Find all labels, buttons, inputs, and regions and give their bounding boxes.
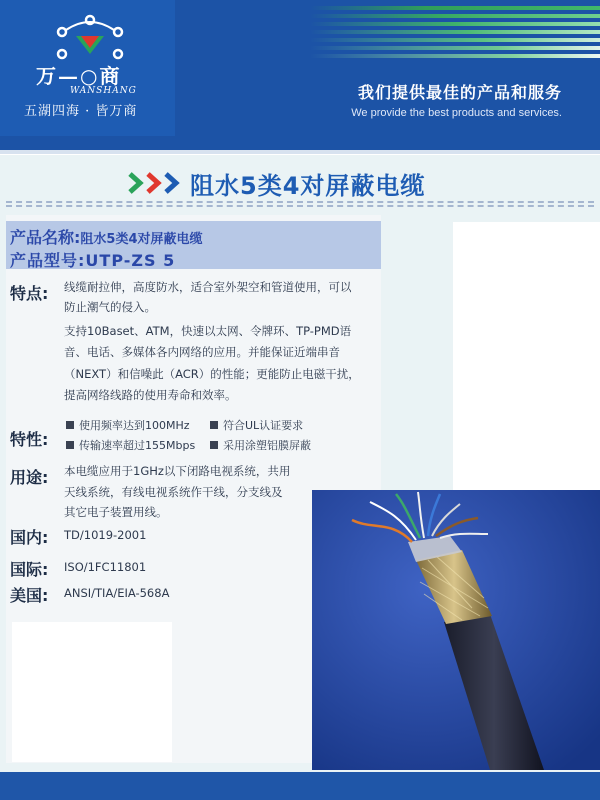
brand-slogan: 五湖四海 · 皆万商 — [24, 104, 138, 119]
title-divider — [6, 201, 594, 203]
product-name-band — [6, 221, 381, 269]
standard-cn-value: TD/1019-2001 — [64, 528, 147, 542]
header-banner — [0, 0, 600, 150]
product-name-value: 阻水5类4对屏蔽电缆 — [80, 232, 203, 247]
shielded-cable-photo — [312, 490, 600, 770]
triple-chevron-icon — [128, 172, 186, 194]
standard-intl-label: 国际: — [10, 560, 49, 579]
usage-line-3: 其它电子装置用线。 — [64, 505, 168, 519]
bullet-square-icon — [210, 441, 218, 449]
page-title: 阻水5类4对屏蔽电缆 — [190, 172, 426, 200]
standard-us-value: ANSI/TIA/EIA-568A — [64, 586, 170, 600]
property-item: 符合UL认证要求 — [210, 417, 303, 433]
features-line-5: （NEXT）和信噪此（ACR）的性能；更能防止电磁干扰， — [64, 367, 360, 381]
property-item: 使用频率达到100MHz — [66, 417, 190, 433]
title-divider-2 — [6, 205, 594, 207]
brand-name-en: WANSHANG — [70, 86, 137, 96]
blank-white-patch — [12, 622, 172, 762]
features-line-3: 支持10Baset、ATM，快速以太网、令牌环、TP-PMD语 — [64, 324, 352, 338]
tagline-en: We provide the best products and services. — [351, 107, 562, 119]
features-line-6: 提高网络线路的使用寿命和效率。 — [64, 388, 237, 402]
bullet-square-icon — [210, 421, 218, 429]
features-line-4: 音、电话、多媒体各内网络的应用。并能保证近端串音 — [64, 345, 340, 359]
product-name-line — [10, 225, 203, 248]
property-item: 传输速率超过155Mbps — [66, 437, 195, 453]
logo-block — [0, 0, 175, 136]
right-blank-area — [453, 222, 600, 492]
brand-name-cn: 万—○商 — [36, 64, 122, 88]
usage-line-1: 本电缆应用于1GHz以下闭路电视系统，共用 — [64, 464, 291, 478]
usage-label: 用途: — [10, 468, 49, 487]
property-item: 采用涂塑铝膜屏蔽 — [210, 437, 311, 453]
standard-us-label: 美国: — [10, 586, 49, 605]
product-model-line — [10, 248, 175, 271]
usage-line-2: 天线系统，有线电视系统作干线，分支线及 — [64, 485, 283, 499]
footer-bar — [0, 772, 600, 800]
features-label: 特点: — [10, 284, 49, 303]
features-line-1: 线缆耐拉伸，高度防水，适合室外架空和管道使用，可以 — [64, 280, 352, 294]
bullet-square-icon — [66, 421, 74, 429]
standard-cn-label: 国内: — [10, 528, 49, 547]
bullet-square-icon — [66, 441, 74, 449]
header-stripes — [310, 6, 600, 62]
properties-label: 特性: — [10, 430, 49, 449]
features-line-2: 防止潮气的侵入。 — [64, 300, 156, 314]
header-separator — [0, 150, 600, 154]
product-model-label: 产品型号: — [10, 251, 86, 270]
standard-intl-value: ISO/1FC11801 — [64, 560, 147, 574]
wanshang-ring-logo-icon — [52, 14, 128, 64]
product-name-label: 产品名称: — [10, 228, 81, 247]
tagline-cn: 我们提供最佳的产品和服务 — [357, 83, 562, 102]
product-model-value: UTP-ZS 5 — [85, 251, 176, 270]
cable-illustration — [312, 490, 600, 770]
